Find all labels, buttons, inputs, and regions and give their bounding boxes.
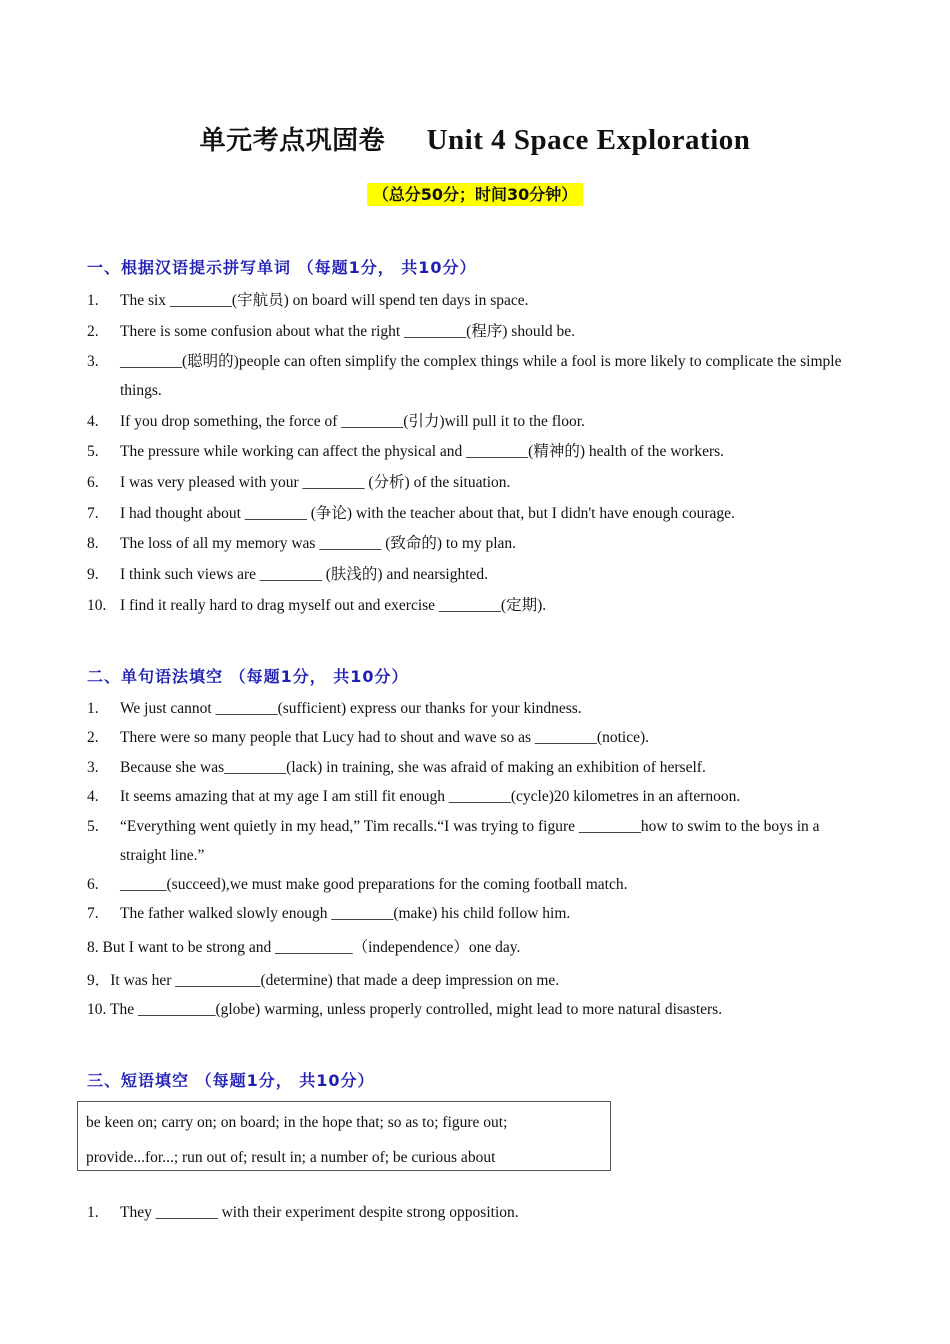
question-item: 8. But I want to be strong and __________（independence）one day. xyxy=(87,939,521,956)
question-item: 9．It was her ___________(determine) that made a deep impression on me. xyxy=(87,972,560,989)
page-title xyxy=(0,120,950,157)
section-2-heading: 二、单句语法填空 （每题1分， 共10分） xyxy=(87,667,409,686)
question-item: 10. The __________(globe) warming, unless properly controlled, might lead to more natural disasters. xyxy=(87,1001,723,1018)
question-item: 1. The six ________(宇航员) on board will spend ten days in space. xyxy=(87,292,529,309)
question-item: 6. ______(succeed),we must make good preparations for the coming football match. xyxy=(87,876,628,893)
question-item: 5. “Everything went quietly in my head,” Tim recalls.“I was trying to figure ________how to swim to the boys in a straight line.” xyxy=(87,818,820,864)
question-item: 7. I had thought about ________ (争论) with the teacher about that, but I didn't have enough courage. xyxy=(87,505,735,522)
question-item: 10. I find it really hard to drag myself out and exercise ________(定期). xyxy=(87,597,547,614)
question-item: 4. If you drop something, the force of ________(引力)will pull it to the floor. xyxy=(87,413,585,430)
section-1-heading: 一、根据汉语提示拼写单词 （每题1分， 共10分） xyxy=(87,258,477,277)
question-item: 1. They ________ with their experiment despite strong opposition. xyxy=(87,1204,519,1221)
score-time-banner xyxy=(0,182,950,205)
phrase-bank-line: be keen on; carry on; on board; in the hope that; so as to; figure out; xyxy=(86,1114,508,1131)
question-item: 4. It seems amazing that at my age I am still fit enough ________(cycle)20 kilometres in an afternoon. xyxy=(87,788,741,805)
question-item: 7. The father walked slowly enough ________(make) his child follow him. xyxy=(87,905,571,922)
section-3-heading: 三、短语填空 （每题1分， 共10分） xyxy=(87,1071,375,1090)
phrase-bank-line: provide...for...; run out of; result in; a number of; be curious about xyxy=(86,1149,496,1166)
question-item: 1. We just cannot ________(sufficient) express our thanks for your kindness. xyxy=(87,700,582,717)
title-english: Unit 4 Space Exploration xyxy=(426,124,751,156)
subtitle-text: （总分50分；时间30分钟） xyxy=(367,183,584,206)
question-item: 3. Because she was________(lack) in training, she was afraid of making an exhibition of herself. xyxy=(87,759,706,776)
question-item: 8. The loss of all my memory was ________ (致命的) to my plan. xyxy=(87,535,517,552)
question-item: 2. There were so many people that Lucy had to shout and wave so as ________(notice). xyxy=(87,729,649,746)
question-item: 6. I was very pleased with your ________ (分析) of the situation. xyxy=(87,474,511,491)
title-chinese: 单元考点巩固卷 xyxy=(199,126,386,156)
question-item: 3. ________(聪明的)people can often simplify the complex things while a fool is more likely to complicate the simple things. xyxy=(87,353,842,399)
question-item: 5. The pressure while working can affect the physical and ________(精神的) health of the workers. xyxy=(87,443,725,460)
question-item: 2. There is some confusion about what the right ________(程序) should be. xyxy=(87,323,576,340)
question-item: 9. I think such views are ________ (肤浅的) and nearsighted. xyxy=(87,566,489,583)
phrase-bank-box xyxy=(77,1101,611,1171)
